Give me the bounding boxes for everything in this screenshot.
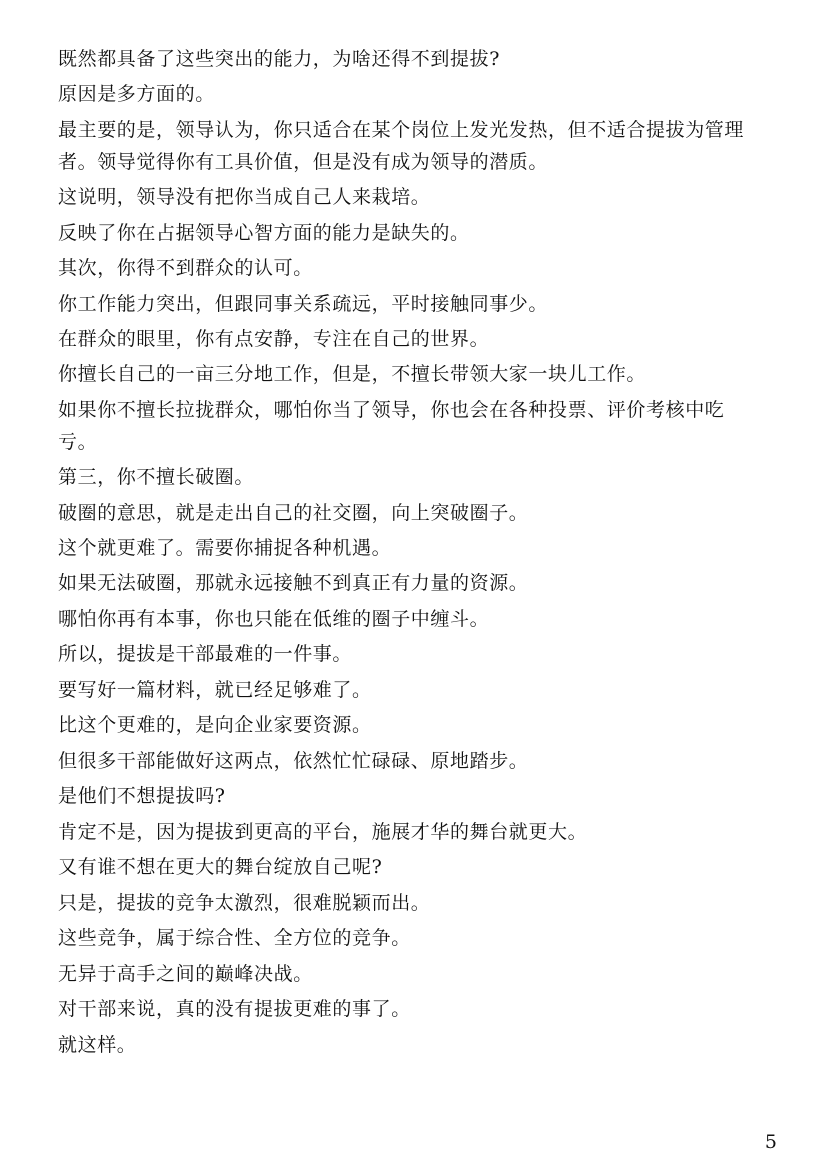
- paragraph: 比这个更难的，是向企业家要资源。: [58, 714, 372, 737]
- page-number: 5: [764, 1131, 777, 1153]
- paragraph: 这些竞争，属于综合性、全方位的竞争。: [58, 927, 411, 950]
- paragraph: 对干部来说，真的没有提拔更难的事了。: [58, 998, 411, 1021]
- paragraph: 其次，你得不到群众的认可。: [58, 257, 313, 280]
- paragraph: 是他们不想提拔吗?: [58, 785, 226, 808]
- paragraph: 既然都具备了这些突出的能力，为啥还得不到提拔?: [58, 48, 500, 70]
- paragraph: 无异于高手之间的巅峰决战。: [58, 962, 313, 985]
- paragraph: 原因是多方面的。: [58, 83, 215, 106]
- paragraph: 破圈的意思，就是走出自己的社交圈，向上突破圈子。: [58, 501, 529, 524]
- paragraph: 就这样。: [58, 1033, 137, 1056]
- paragraph: 要写好一篇材料，就已经足够难了。: [58, 678, 372, 701]
- paragraph: 又有谁不想在更大的舞台绽放自己呢?: [58, 856, 383, 879]
- paragraph: 反映了你在占据领导心智方面的能力是缺失的。: [58, 221, 470, 244]
- paragraph: 如果你不擅长拉拢群众，哪怕你当了领导，你也会在各种投票、评价考核中吃亏。: [58, 398, 725, 453]
- paragraph: 你擅长自己的一亩三分地工作，但是，不擅长带领大家一块儿工作。: [58, 363, 647, 386]
- paragraph: 这个就更难了。需要你捕捉各种机遇。: [58, 537, 392, 559]
- paragraph: 如果无法破圈，那就永远接触不到真正有力量的资源。: [58, 572, 529, 595]
- paragraph: 在群众的眼里，你有点安静，专注在自己的世界。: [58, 327, 490, 350]
- paragraph: 第三，你不擅长破圈。: [58, 466, 255, 489]
- paragraph: 但很多干部能做好这两点，依然忙忙碌碌、原地踏步。: [58, 749, 529, 772]
- body-text: [58, 44, 758, 1065]
- paragraph: 只是，提拔的竞争太激烈，很难脱颖而出。: [58, 891, 431, 914]
- paragraph: 所以，提拔是干部最难的一件事。: [58, 643, 353, 666]
- paragraph: 肯定不是，因为提拔到更高的平台，施展才华的舞台就更大。: [58, 820, 588, 843]
- paragraph: 哪怕你再有本事，你也只能在低维的圈子中缠斗。: [58, 607, 490, 630]
- paragraph: 你工作能力突出，但跟同事关系疏远，平时接触同事少。: [58, 292, 549, 315]
- paragraph: 这说明，领导没有把你当成自己人来栽培。: [58, 186, 431, 209]
- paragraph: 最主要的是，领导认为，你只适合在某个岗位上发光发热，但不适合提拔为管理者。领导觉得你有工具价值，但是没有成为领导的潜质。: [58, 118, 745, 173]
